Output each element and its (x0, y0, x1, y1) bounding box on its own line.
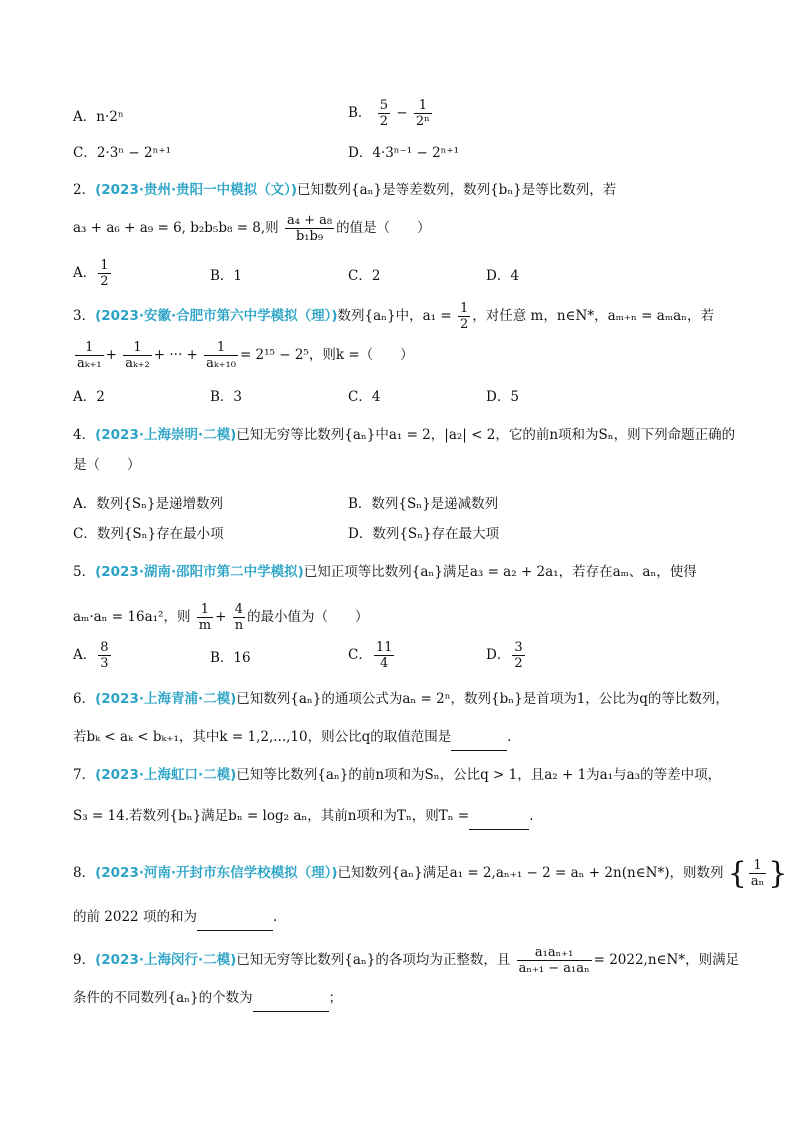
question-number: 6． (73, 691, 96, 707)
frac-den: 2 (379, 114, 388, 129)
q4-option-c: C．数列{Sₙ}存在最小项 (73, 526, 224, 542)
option-label: C． (348, 647, 372, 663)
option-label: B． (348, 105, 372, 121)
frac-num: 1 (123, 340, 152, 356)
q4-option-d: D．数列{Sₙ}存在最大项 (348, 526, 500, 542)
frac-den: 2 (514, 656, 523, 671)
q3-option-a: A．2 (73, 389, 105, 405)
question-source: (2023·湖南·邵阳市第二中学模拟) (95, 564, 304, 580)
ellipsis: + ··· + (153, 347, 198, 363)
q5-option-b: B．16 (210, 650, 251, 666)
q6-line-1 (73, 689, 729, 709)
fraction (123, 340, 152, 371)
fraction (197, 602, 213, 633)
q9-line-2 (73, 988, 342, 1012)
question-text: aₘ·aₙ = 16a₁²，则 (73, 609, 191, 625)
frac-den: 3 (100, 656, 109, 671)
question-text: = 2022,n∈N*，则满足 (593, 952, 740, 968)
q7-line-2 (73, 806, 534, 830)
minus-sign: − (396, 105, 408, 121)
frac-num: 1 (75, 340, 104, 356)
q3-line-1 (73, 301, 714, 332)
question-text: = 2¹⁵ − 2⁵，则k =（ ） (239, 347, 414, 363)
q8-line-1 (73, 855, 788, 891)
q5-option-a (73, 640, 113, 671)
frac-num: 5 (379, 98, 388, 113)
question-text: 已知等比数列{aₙ}的前n项和为Sₙ，公比q > 1，且a₂ + 1为a₁与a₃的等差中项， (236, 767, 722, 783)
question-number: 9． (73, 952, 96, 968)
q5-option-c (348, 640, 396, 671)
frac-num: 1 (100, 258, 109, 273)
question-source: (2023·河南·开封市东信学校模拟（理）) (95, 865, 338, 881)
frac-den: 2 (100, 274, 109, 289)
fraction (512, 640, 524, 671)
frac-num: 1 (204, 340, 238, 356)
fraction (98, 640, 110, 671)
question-text: 已知无穷等比数列{aₙ}的各项均为正整数，且 (236, 952, 511, 968)
frac-num: 1 (197, 602, 213, 618)
frac-den: aₙ (750, 874, 765, 889)
q2-line-1 (73, 180, 616, 200)
question-text: 已知无穷等比数列{aₙ}中a₁ = 2，|a₂| < 2，它的前n项和为Sₙ，则下列命题正确的 (236, 427, 736, 443)
option-label: A． (73, 647, 97, 663)
q3-option-d: D．5 (486, 389, 519, 405)
q1-option-b (348, 98, 434, 129)
question-text: 的最小值为（ ） (247, 609, 369, 625)
fraction (378, 98, 390, 129)
q2-option-b: B．1 (210, 268, 243, 284)
q4-line-1 (73, 425, 735, 445)
question-number: 3． (73, 308, 96, 324)
q6-line-2 (73, 727, 521, 751)
fraction (414, 98, 432, 129)
frac-num: 4 (233, 602, 245, 618)
question-number: 2． (73, 182, 96, 198)
question-number: 4． (73, 427, 96, 443)
q3-option-b: B．3 (210, 389, 243, 405)
q9-line-1 (73, 945, 739, 976)
question-source: (2023·安徽·合肥市第六中学模拟（理）) (95, 308, 338, 324)
question-source: (2023·上海虹口·二模) (95, 767, 237, 783)
q3-line-2: $\frac{1}{\text{aₖ₊₁}}$ + $\frac{1}{\text{aₖ₊₂}}$ + ··· + $\frac{1}{\text{aₖ₊₁₀}}$ = 2¹⁵ − 2⁵，则k =（ ） (77, 340, 414, 371)
q1-option-c: C．2·3ⁿ − 2ⁿ⁺¹ (73, 145, 172, 161)
question-source: (2023·上海闵行·二模) (95, 952, 237, 968)
question-text: 已知正项等比数列{aₙ}满足a₃ = a₂ + 2a₁，若存在aₘ、aₙ，使得 (303, 564, 697, 580)
question-text: 条件的不同数列{aₙ}的个数为 (73, 990, 253, 1006)
q4-line-2: 是（ ） (73, 457, 141, 473)
question-text: 数列{aₙ}中，a₁ = (337, 308, 452, 324)
frac-den: 2 (459, 317, 469, 332)
frac-den: b₁b₉ (295, 229, 324, 244)
question-source: (2023·上海崇明·二模) (95, 427, 237, 443)
question-text: 已知数列{aₙ}满足a₁ = 2,aₙ₊₁ − 2 = aₙ + 2n(n∈N*)，则数列 (337, 865, 724, 881)
option-label: D． (486, 647, 511, 663)
right-brace: } (768, 855, 788, 891)
answer-blank[interactable] (469, 809, 529, 830)
frac-num: 11 (375, 640, 393, 655)
punctuation: . (272, 909, 278, 925)
fraction (458, 301, 470, 332)
question-text: S₃ = 14.若数列{bₙ}满足bₙ = log₂ aₙ，其前n项和为Tₙ，则Tₙ = (73, 808, 470, 824)
question-text: ，对任意 m，n∈N*，aₘ₊ₙ = aₘaₙ，若 (472, 308, 714, 324)
q2-option-a (73, 258, 113, 289)
question-text: 的前 2022 项的和为 (73, 909, 197, 925)
frac-num: 1 (749, 858, 766, 874)
question-source: (2023·贵州·贵阳一中模拟（文）) (95, 182, 298, 198)
fraction (75, 340, 104, 371)
punctuation: . (529, 808, 534, 824)
punctuation: ； (328, 990, 343, 1006)
fraction (233, 602, 245, 633)
frac-num: 1 (459, 301, 469, 316)
frac-num: 3 (514, 640, 523, 655)
punctuation: ． (507, 729, 521, 745)
question-text: 已知数列{aₙ}的通项公式为aₙ = 2ⁿ，数列{bₙ}是首项为1，公比为q的等比数列， (236, 691, 729, 707)
frac-num: a₁aₙ₊₁ (517, 945, 592, 961)
q7-line-1 (73, 765, 721, 785)
left-brace: { (727, 855, 747, 891)
fraction (517, 945, 592, 976)
question-text: 的值是（ ） (336, 220, 431, 236)
q1-option-d: D．4·3ⁿ⁻¹ − 2ⁿ⁺¹ (348, 145, 460, 161)
option-label: A． (73, 265, 97, 281)
q5-option-d (486, 640, 527, 671)
q8-line-2 (73, 907, 277, 931)
frac-den: 4 (379, 656, 389, 671)
question-text: 已知数列{aₙ}是等差数列，数列{bₙ}是等比数列，若 (297, 182, 617, 198)
q1-option-a: A．n·2ⁿ (73, 109, 124, 125)
fraction (285, 213, 334, 244)
frac-den: n (234, 618, 244, 633)
q4-option-b: B．数列{Sₙ}是递减数列 (348, 496, 499, 512)
answer-blank[interactable] (451, 730, 507, 751)
frac-num: 1 (414, 98, 432, 114)
q5-line-1 (73, 562, 697, 582)
frac-den: m (198, 618, 212, 633)
question-text: 若bₖ < aₖ < bₖ₊₁，其中k = 1,2,...,10，则公比q的取值范围是 (73, 729, 452, 745)
q5-line-2 (73, 602, 369, 633)
q2-line-2 (73, 213, 431, 244)
question-source: (2023·上海青浦·二模) (95, 691, 237, 707)
frac-den: aₖ₊₁ (77, 356, 102, 371)
answer-blank[interactable] (253, 991, 329, 1012)
question-number: 7． (73, 767, 96, 783)
question-number: 8． (73, 865, 96, 881)
frac-num: a₄ + a₈ (286, 213, 333, 228)
frac-den: aₖ₊₂ (125, 356, 150, 371)
frac-den: aₙ₊₁ − a₁aₙ (518, 961, 590, 976)
answer-blank[interactable] (197, 910, 273, 931)
frac-den: 2ⁿ (415, 114, 430, 129)
frac-num: 8 (100, 640, 109, 655)
fraction (204, 340, 238, 371)
fraction (98, 258, 110, 289)
question-number: 5． (73, 564, 96, 580)
question-text: a₃ + a₆ + a₉ = 6, b₂b₅b₈ = 8,则 (73, 220, 279, 236)
plus-sign: + (215, 609, 227, 625)
q2-option-c: C．2 (348, 268, 381, 284)
q3-option-c: C．4 (348, 389, 381, 405)
fraction (374, 640, 395, 671)
q2-option-d: D．4 (486, 268, 519, 284)
frac-den: aₖ₊₁₀ (206, 356, 236, 371)
fraction (749, 858, 766, 889)
q4-option-a: A．数列{Sₙ}是递增数列 (73, 496, 224, 512)
